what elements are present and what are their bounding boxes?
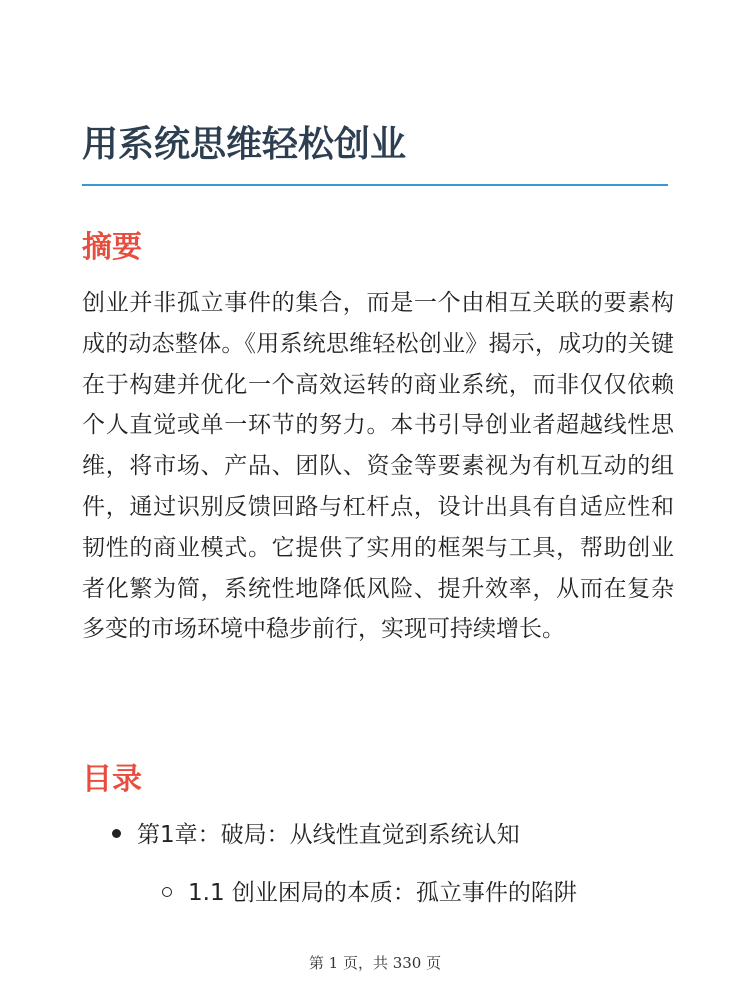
- title-divider: [82, 184, 668, 186]
- page-number-footer: 第 1 页，共 330 页: [308, 954, 442, 972]
- toc-heading: 目录: [82, 762, 142, 797]
- toc-chapter-item[interactable]: [112, 816, 520, 849]
- abstract-body: 创业并非孤立事件的集合，而是一个由相互关联的要素构成的动态整体。《用系统思维轻松创业》揭示，成功的关键在于构建并优化一个高效运转的商业系统，而非仅仅依赖个人直觉或单一环节的努力。本书引导创业者超越线性思维，将市场、产品、团队、资金等要素视为有机互动的组件，通过识别反馈回路与杠杆点，设计出具有自适应性和韧性的商业模式。它提供了实用的框架与工具，帮助创业者化繁为简，系统性地降低风险、提升效率，从而在复杂多变的市场环境中稳步前行，实现可持续增长。: [82, 290, 674, 643]
- toc-section-item[interactable]: [162, 874, 577, 907]
- toc-chapter-label: 第1章：破局：从线性直觉到系统认知: [137, 822, 520, 848]
- book-title: 用系统思维轻松创业: [82, 124, 407, 165]
- bullet-circle-icon: [162, 887, 172, 897]
- bullet-disc-icon: [112, 829, 121, 838]
- abstract-heading: 摘要: [82, 230, 142, 265]
- toc-section-label: 1.1 创业困局的本质：孤立事件的陷阱: [188, 880, 577, 906]
